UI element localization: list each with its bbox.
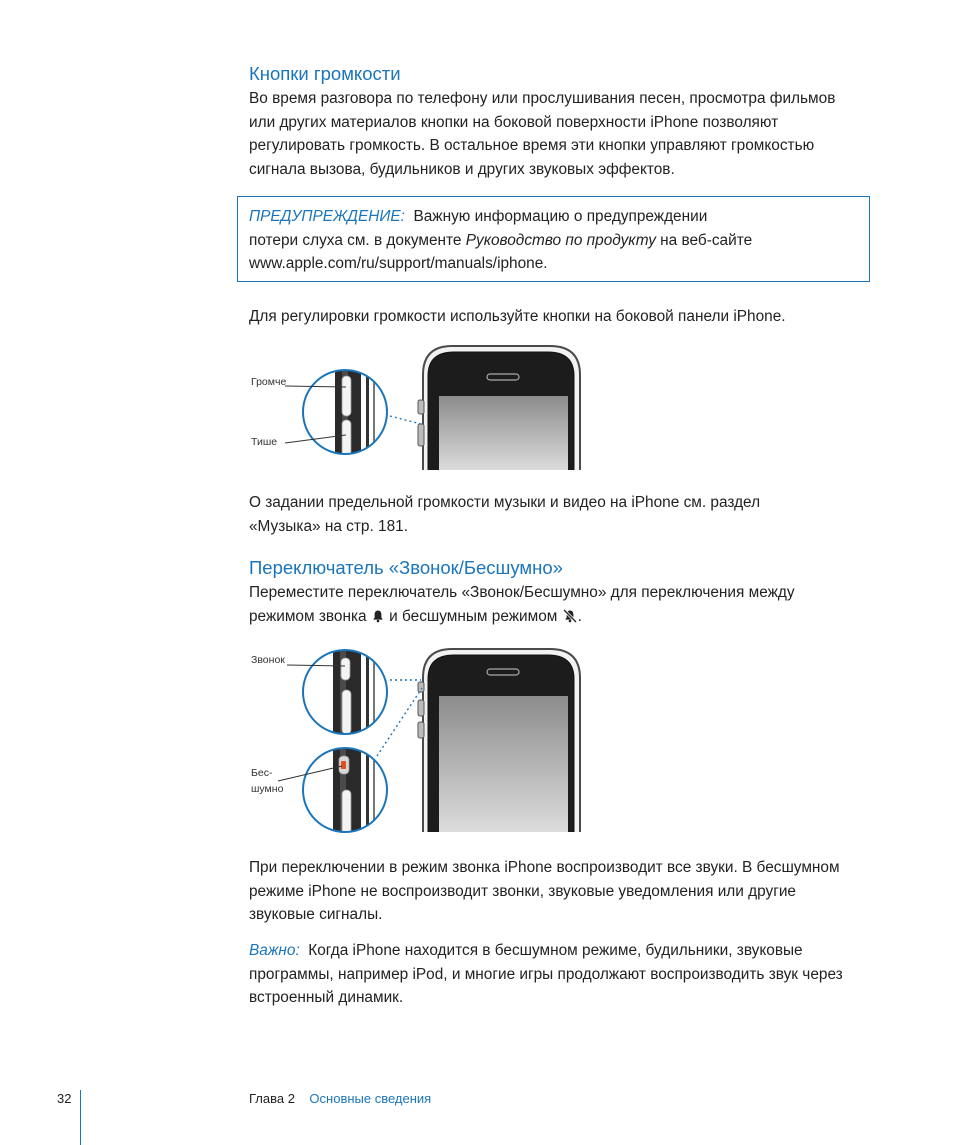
iphone-illustration xyxy=(418,649,580,832)
text-line-prefix: режимом звонка xyxy=(249,607,371,625)
important-line3: встроенный динамик. xyxy=(249,989,404,1006)
important-note xyxy=(249,939,889,1010)
warning-url: www.apple.com/ru/support/manuals/iphone. xyxy=(249,255,548,272)
product-guide-title: Руководство по продукту xyxy=(465,231,656,249)
bell-icon xyxy=(371,609,385,623)
volume-intro: Для регулировки громкости используйте кнопки на боковой панели iPhone. xyxy=(249,308,786,325)
volume-description xyxy=(249,87,889,181)
text-line-middle: и бесшумным режимом xyxy=(384,607,562,625)
iphone-illustration xyxy=(418,346,580,470)
figure-label-quieter: Тише xyxy=(251,436,278,448)
silent-zoom-circle xyxy=(301,744,391,840)
figure-label-silent-1: Бес- xyxy=(251,767,273,779)
warning-line2-suffix: на веб-сайте xyxy=(655,231,753,249)
ring-mode-description xyxy=(249,856,889,927)
warning-text xyxy=(249,205,864,276)
ring-zoom-circle xyxy=(301,646,391,742)
text-line: Переместите переключатель «Звонок/Бесшумно» для переключения между xyxy=(249,584,795,601)
text-line: При переключении в режим звонка iPhone воспроизводит все звуки. В бесшумном xyxy=(249,859,840,876)
warning-line2-prefix: потери слуха см. в документе xyxy=(249,231,466,249)
warning-label: ПРЕДУПРЕЖДЕНИЕ: xyxy=(249,208,405,225)
text-line: О задании предельной громкости музыки и видео на iPhone см. раздел xyxy=(249,494,761,511)
text-line: регулировать громкость. В остальное время эти кнопки управляют громкостью xyxy=(249,137,815,154)
text-line-suffix: . xyxy=(577,607,582,625)
bell-muted-icon xyxy=(562,609,578,623)
figure-label-louder: Громче xyxy=(251,376,287,388)
warning-line1: Важную информацию о предупреждении xyxy=(413,208,708,225)
volume-buttons-figure xyxy=(245,340,590,475)
volume-zoom-circle xyxy=(301,366,391,462)
ring-silent-description xyxy=(249,581,889,628)
chapter-title: Основные сведения xyxy=(309,1091,432,1106)
section-heading-ring-silent: Переключатель «Звонок/Бесшумно» xyxy=(249,557,563,578)
footer-chapter xyxy=(249,1091,431,1106)
ring-silent-figure xyxy=(245,640,590,840)
chapter-number: Глава 2 xyxy=(249,1091,295,1106)
text-line: Во время разговора по телефону или прослушивания песен, просмотра фильмов xyxy=(249,90,836,107)
section-heading-volume: Кнопки громкости xyxy=(249,63,401,84)
volume-reference xyxy=(249,491,889,538)
text-line: «Музыка» на стр. 181. xyxy=(249,517,408,535)
important-line1: Когда iPhone находится в бесшумном режиме, будильники, звуковые xyxy=(308,942,803,959)
text-line: сигнала вызова, будильников и других звуковых эффектов. xyxy=(249,160,675,178)
footer-rule xyxy=(80,1090,81,1145)
text-line: режиме iPhone не воспроизводит звонки, звуковые уведомления или другие xyxy=(249,882,796,900)
text-line: звуковые сигналы. xyxy=(249,906,383,923)
figure-label-ring: Звонок xyxy=(251,654,285,666)
important-line2: программы, например iPod, и многие игры продолжают воспроизводить звук через xyxy=(249,965,843,983)
important-label: Важно: xyxy=(249,942,300,959)
text-line: или других материалов кнопки на боковой поверхности iPhone позволяют xyxy=(249,113,779,131)
page-number: 32 xyxy=(57,1091,72,1106)
figure-label-silent-2: шумно xyxy=(251,783,284,795)
